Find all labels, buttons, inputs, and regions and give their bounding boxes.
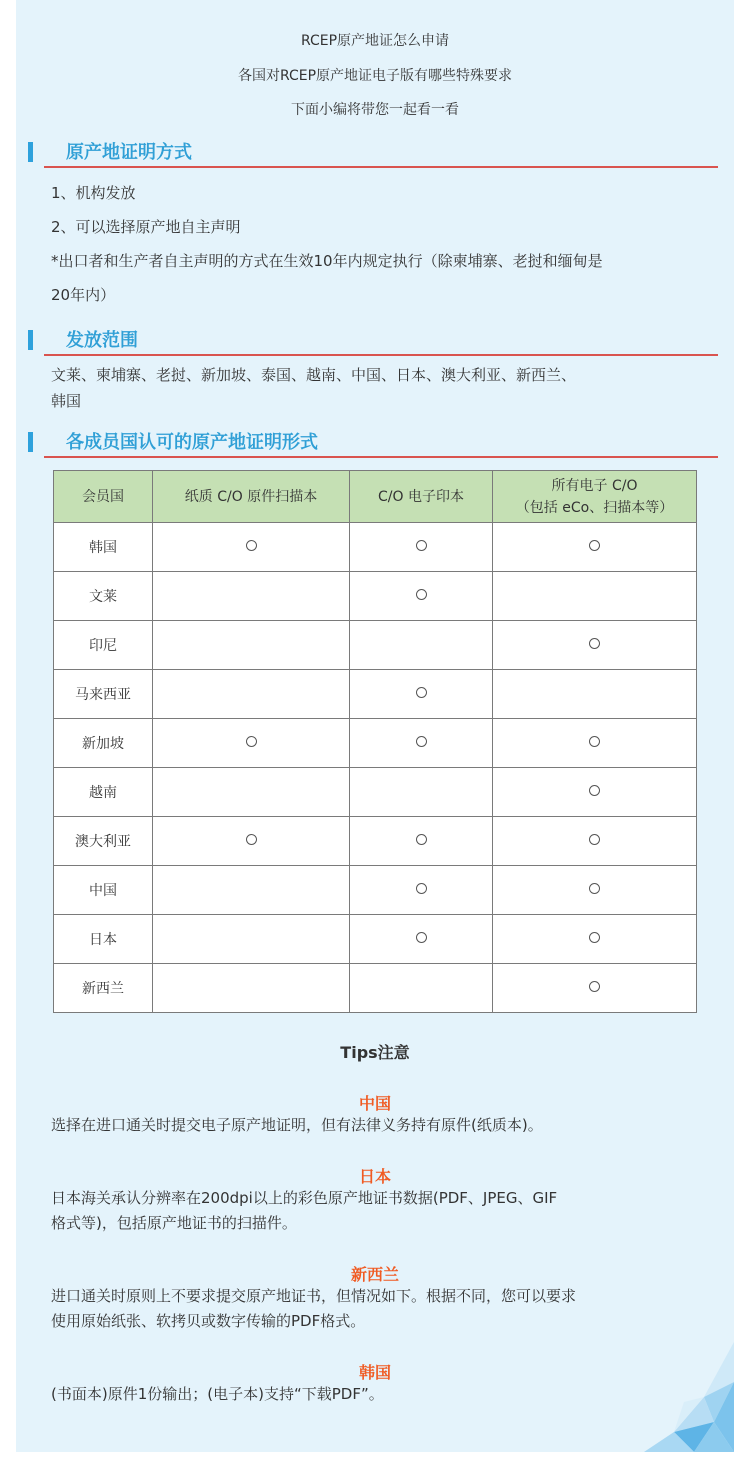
cell-country: 文莱 — [54, 572, 153, 621]
accepted-circle-icon — [589, 736, 600, 747]
header-electronic-print: C/O 电子印本 — [350, 471, 493, 523]
accepted-circle-icon — [589, 638, 600, 649]
table-row — [54, 719, 697, 768]
section-header-issuance-scope — [28, 322, 718, 356]
section-accent-bar — [28, 432, 33, 452]
recognition-table — [53, 470, 697, 1013]
cell-paper — [153, 621, 350, 670]
cell-electronic-print — [350, 964, 493, 1013]
cell-electronic-print — [350, 817, 493, 866]
intro-line-1: RCEP原产地证怎么申请 — [300, 33, 450, 49]
accepted-circle-icon — [589, 932, 600, 943]
section-header-recognized-forms — [28, 424, 718, 458]
cell-paper — [153, 768, 350, 817]
accepted-circle-icon — [589, 785, 600, 796]
cell-country: 中国 — [54, 866, 153, 915]
tip-text-korea-line-1: (书面本)原件1份输出；(电子本)支持“下载PDF”。 — [51, 1385, 384, 1403]
method-note-line-2: 20年内） — [51, 286, 116, 304]
cell-all-electronic — [493, 572, 697, 621]
cell-all-electronic — [493, 915, 697, 964]
cell-all-electronic — [493, 817, 697, 866]
cell-country: 印尼 — [54, 621, 153, 670]
cell-country: 新加坡 — [54, 719, 153, 768]
cell-electronic-print — [350, 866, 493, 915]
cell-country: 澳大利亚 — [54, 817, 153, 866]
accepted-circle-icon — [416, 540, 427, 551]
accepted-circle-icon — [246, 540, 257, 551]
cell-electronic-print — [350, 719, 493, 768]
cell-country: 日本 — [54, 915, 153, 964]
accepted-circle-icon — [416, 883, 427, 894]
table-row — [54, 670, 697, 719]
table-row — [54, 621, 697, 670]
table-row — [54, 572, 697, 621]
tip-text-japan-line-1: 日本海关承认分辨率在200dpi以上的彩色原产地证书数据(PDF、JPEG、GIF — [51, 1189, 558, 1207]
tip-text-newzealand-line-1: 进口通关时原则上不要求提交原产地证书，但情况如下。根据不同，您可以要求 — [51, 1287, 577, 1305]
header-member-country: 会员国 — [54, 471, 153, 523]
method-note-line-1: *出口者和生产者自主声明的方式在生效10年内规定执行（除柬埔寨、老挝和缅甸是 — [51, 252, 603, 270]
section-accent-bar — [28, 330, 33, 350]
cell-all-electronic — [493, 670, 697, 719]
cell-country: 越南 — [54, 768, 153, 817]
accepted-circle-icon — [416, 932, 427, 943]
tip-text-newzealand-line-2: 使用原始纸张、软拷贝或数字传输的PDF格式。 — [51, 1312, 366, 1330]
cell-paper — [153, 817, 350, 866]
tip-text-china-line-1: 选择在进口通关时提交电子原产地证明，但有法律义务持有原件(纸质本)。 — [51, 1116, 543, 1134]
cell-paper — [153, 670, 350, 719]
accepted-circle-icon — [589, 981, 600, 992]
intro-line-2: 各国对RCEP原产地证电子版有哪些特殊要求 — [237, 68, 513, 84]
tip-country-china: 中国 — [358, 1094, 391, 1113]
cell-all-electronic — [493, 621, 697, 670]
accepted-circle-icon — [589, 834, 600, 845]
section-accent-bar — [28, 142, 33, 162]
tip-country-korea: 韩国 — [358, 1363, 391, 1382]
scope-text-line-2: 韩国 — [51, 392, 82, 410]
table-header-row — [54, 471, 697, 523]
accepted-circle-icon — [416, 589, 427, 600]
cell-paper — [153, 572, 350, 621]
section-title: 发放范围 — [66, 330, 138, 351]
lowpoly-decoration-icon — [644, 1342, 734, 1452]
table-row — [54, 817, 697, 866]
section-header-certificate-method — [28, 134, 718, 168]
cell-paper — [153, 964, 350, 1013]
header-all-electronic — [493, 471, 697, 523]
tips-title: Tips注意 — [340, 1043, 410, 1062]
accepted-circle-icon — [589, 883, 600, 894]
method-item-2: 2、可以选择原产地自主声明 — [51, 218, 241, 236]
header-paper-scan: 纸质 C/O 原件扫描本 — [153, 471, 350, 523]
accepted-circle-icon — [416, 834, 427, 845]
cell-paper — [153, 866, 350, 915]
cell-electronic-print — [350, 670, 493, 719]
table-row — [54, 768, 697, 817]
tip-country-newzealand: 新西兰 — [350, 1265, 399, 1284]
cell-electronic-print — [350, 768, 493, 817]
content-panel — [16, 0, 734, 1452]
cell-all-electronic — [493, 523, 697, 572]
scope-text-line-1: 文莱、柬埔寨、老挝、新加坡、泰国、越南、中国、日本、澳大利亚、新西兰、 — [51, 366, 577, 384]
accepted-circle-icon — [589, 540, 600, 551]
cell-electronic-print — [350, 621, 493, 670]
section-divider — [44, 166, 718, 168]
tip-text-japan-line-2: 格式等)，包括原产地证书的扫描件。 — [51, 1214, 297, 1232]
cell-country: 新西兰 — [54, 964, 153, 1013]
table-row — [54, 915, 697, 964]
cell-all-electronic — [493, 964, 697, 1013]
intro-line-3: 下面小编将带您一起看一看 — [291, 102, 459, 118]
cell-paper — [153, 523, 350, 572]
table-row — [54, 866, 697, 915]
table-row — [54, 964, 697, 1013]
section-divider — [44, 456, 718, 458]
accepted-circle-icon — [416, 736, 427, 747]
table-row — [54, 523, 697, 572]
accepted-circle-icon — [246, 834, 257, 845]
method-item-1: 1、机构发放 — [51, 184, 136, 202]
tip-country-japan: 日本 — [358, 1167, 391, 1186]
cell-electronic-print — [350, 915, 493, 964]
accepted-circle-icon — [416, 687, 427, 698]
accepted-circle-icon — [246, 736, 257, 747]
header-all-electronic-line-1: 所有电子 C/O — [551, 477, 638, 494]
cell-all-electronic — [493, 866, 697, 915]
header-all-electronic-line-2: （包括 eCo、扫描本等） — [515, 499, 674, 516]
section-title: 原产地证明方式 — [66, 142, 192, 163]
cell-all-electronic — [493, 768, 697, 817]
section-title: 各成员国认可的原产地证明形式 — [66, 432, 318, 453]
cell-paper — [153, 719, 350, 768]
cell-paper — [153, 915, 350, 964]
cell-electronic-print — [350, 523, 493, 572]
cell-electronic-print — [350, 572, 493, 621]
section-divider — [44, 354, 718, 356]
cell-all-electronic — [493, 719, 697, 768]
cell-country: 马来西亚 — [54, 670, 153, 719]
cell-country: 韩国 — [54, 523, 153, 572]
